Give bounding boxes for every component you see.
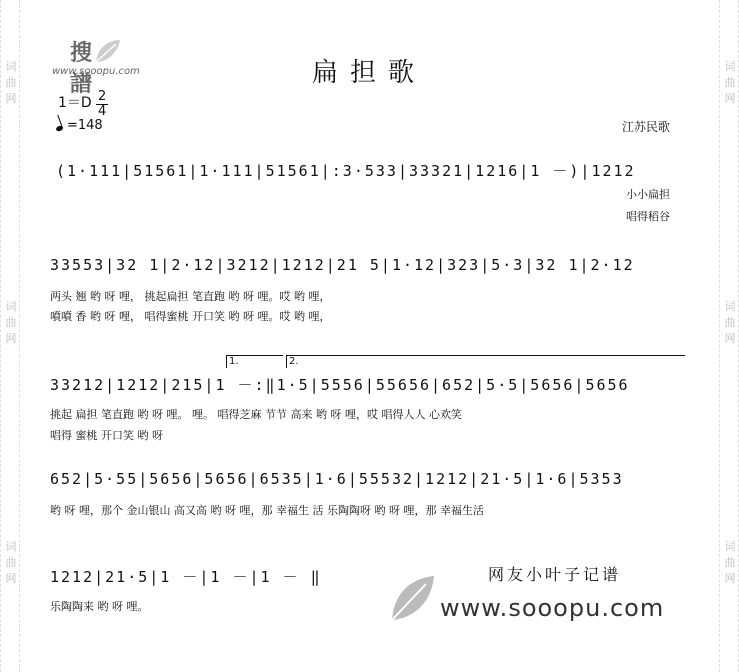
tempo-value: =148 bbox=[67, 118, 103, 133]
watermark-char: 网 bbox=[724, 332, 736, 345]
notation-row-1: (1·111|51561|1·111|51561|:3·533|33321|1216|1 －)|1212 bbox=[56, 162, 636, 180]
watermark-char: 曲 bbox=[5, 556, 17, 569]
watermark-char: 网 bbox=[724, 572, 736, 585]
watermark-char: 网 bbox=[5, 92, 17, 105]
watermark-char: 词 bbox=[5, 300, 17, 313]
volta-2: 2. bbox=[286, 355, 685, 368]
leaf-icon bbox=[388, 572, 438, 624]
lyric-line: 挑起 扁担 笔直跑 哟 呀 哩。 哩。 唱得芝麻 节节 高来 哟 呀 哩，哎 唱得人人 心欢笑 bbox=[50, 408, 462, 421]
watermark-char: 网 bbox=[724, 92, 736, 105]
song-origin: 江苏民歌 bbox=[622, 120, 671, 134]
watermark-char: 曲 bbox=[724, 556, 736, 569]
logo-url: www.sooopu.com bbox=[52, 66, 140, 77]
site-url[interactable]: www.sooopu.com bbox=[440, 594, 665, 622]
watermark-char: 词 bbox=[724, 60, 736, 73]
time-signature bbox=[96, 90, 108, 119]
notation-row-5: 1212|21·5|1 －|1 －|1 － ‖ bbox=[50, 568, 322, 586]
volta-1: 1. bbox=[226, 355, 283, 368]
lyric-line: 两头 翘 哟 呀 哩， 挑起扁担 笔直跑 哟 呀 哩。哎 哟 哩， bbox=[50, 290, 331, 303]
watermark-char: 曲 bbox=[5, 316, 17, 329]
meter-bottom: 4 bbox=[98, 104, 107, 119]
page-title: 扁担歌 bbox=[312, 58, 427, 88]
watermark-char: 曲 bbox=[5, 76, 17, 89]
lyric-line: 噴噴 香 哟 呀 哩， 唱得蜜桃 开口笑 哟 呀 哩。哎 哟 哩， bbox=[50, 310, 331, 323]
lyric-line: 乐陶陶来 哟 呀 哩。 bbox=[50, 600, 149, 613]
key-signature: 1＝D bbox=[58, 95, 92, 111]
watermark-char: 词 bbox=[5, 540, 17, 553]
lyric-line: 唱得稻谷 bbox=[626, 210, 670, 223]
watermark-char: 曲 bbox=[724, 76, 736, 89]
lyric-line: 哟 呀 哩，那个 金山银山 高又高 哟 呀 哩，那 幸福生 活 乐陶陶呀 哟 呀 哩，那 幸福生活 bbox=[50, 504, 484, 517]
lyric-line: 小小扁担 bbox=[626, 188, 670, 201]
watermark-char: 词 bbox=[5, 60, 17, 73]
meter-top: 2 bbox=[98, 89, 107, 104]
watermark-char: 网 bbox=[5, 572, 17, 585]
left-watermark-strip bbox=[0, 0, 20, 672]
watermark-char: 词 bbox=[724, 300, 736, 313]
notation-row-3: 33212|1212|215|1 －:‖1·5|5556|55656|652|5·5|5656|5656 bbox=[50, 376, 630, 394]
watermark-char: 词 bbox=[724, 540, 736, 553]
tempo-marking bbox=[56, 118, 103, 133]
quarter-note-icon bbox=[55, 125, 63, 132]
leaf-icon bbox=[92, 36, 122, 66]
notation-row-4: 652|5·55|5656|5656|6535|1·6|55532|1212|21·5|1·6|5353 bbox=[50, 470, 624, 488]
lyric-line: 唱得 蜜桃 开口笑 哟 呀 bbox=[50, 429, 163, 442]
logo-text: 搜 譜 bbox=[70, 40, 95, 97]
right-watermark-strip bbox=[719, 0, 739, 672]
watermark-char: 网 bbox=[5, 332, 17, 345]
watermark-char: 曲 bbox=[724, 316, 736, 329]
transcriber-credit: 网友小叶子记谱 bbox=[488, 565, 622, 584]
notation-row-2: 33553|32 1|2·12|3212|1212|21 5|1·12|323|5·3|32 1|2·12 bbox=[50, 256, 635, 274]
